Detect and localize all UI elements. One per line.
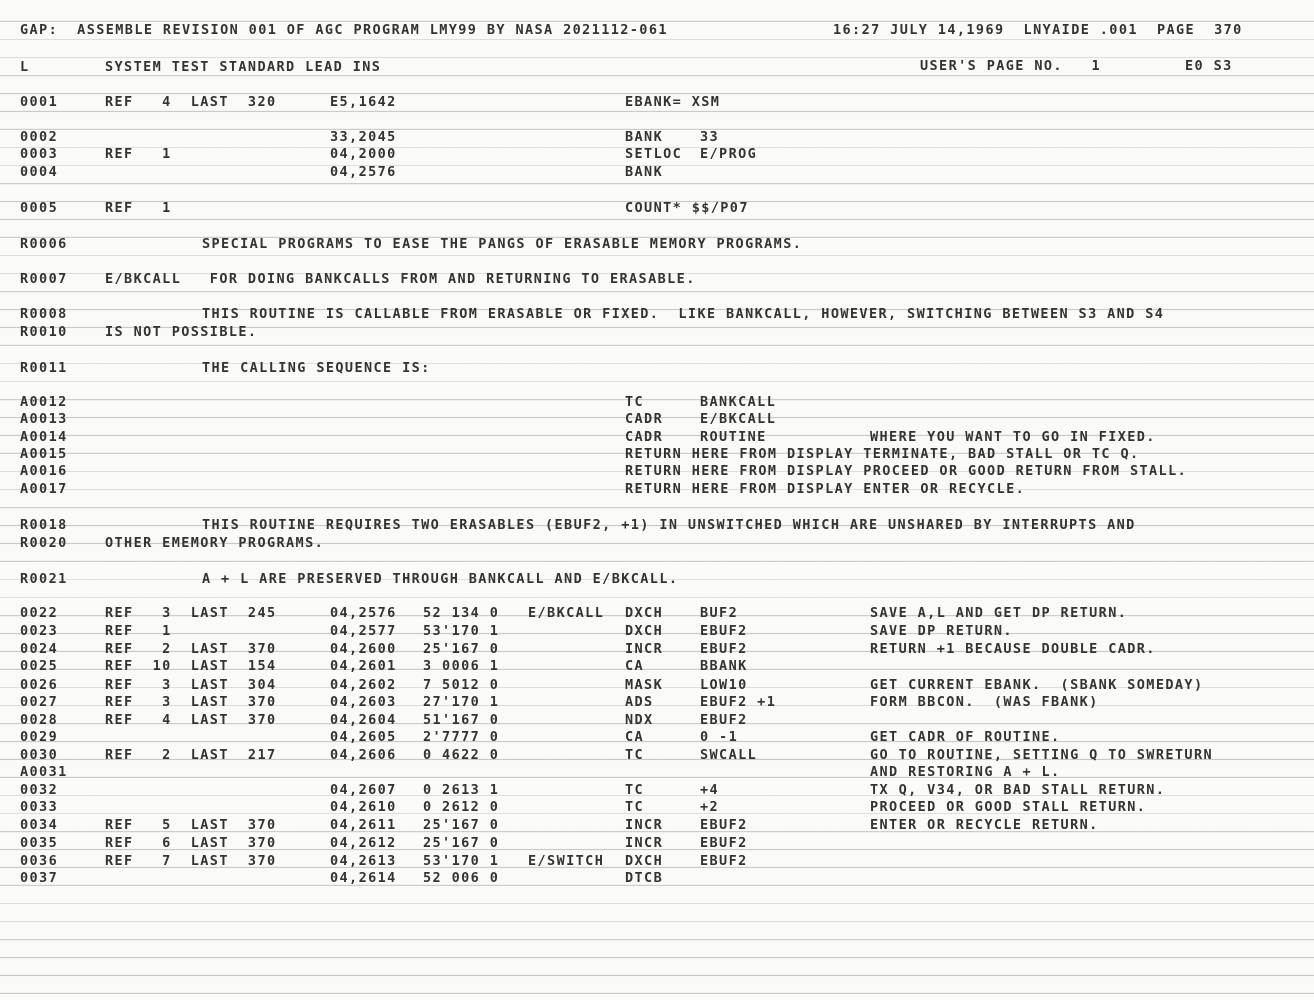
row-op: CA [625, 658, 645, 674]
row-code: 2'7777 0 [423, 729, 500, 745]
row-comment: PROCEED OR GOOD STALL RETURN. [870, 799, 1147, 815]
users-page-number: USER'S PAGE NO. 1 [920, 58, 1102, 74]
row-operand: SWCALL [700, 747, 758, 763]
row-num: 0005 [20, 200, 59, 216]
row-text: THE CALLING SEQUENCE IS: [202, 360, 431, 376]
row-code: 53'170 1 [423, 623, 500, 639]
row-num: A0017 [20, 481, 68, 497]
row-comment: AND RESTORING A + L. [870, 764, 1061, 780]
row-num: R0007 [20, 271, 68, 287]
row-code: 0 4622 0 [423, 747, 500, 763]
row-op: DXCH [625, 623, 664, 639]
row-code: 51'167 0 [423, 712, 500, 728]
row-code: 25'167 0 [423, 835, 500, 851]
row-comment: GET CURRENT EBANK. (SBANK SOMEDAY) [870, 677, 1204, 693]
row-op: CADR [625, 411, 664, 427]
row-loc: 04,2600 [330, 641, 397, 657]
row-num: R0011 [20, 360, 68, 376]
row-comment: SAVE DP RETURN. [870, 623, 1013, 639]
row-op: EBANK= XSM [625, 94, 721, 110]
row-operand: 33 [700, 129, 720, 145]
row-op: INCR [625, 641, 664, 657]
row-num: 0028 [20, 712, 59, 728]
row-loc: 04,2613 [330, 853, 397, 869]
row-op: BANK [625, 129, 664, 145]
row-loc: 04,2603 [330, 694, 397, 710]
row-op: CA [625, 729, 645, 745]
row-num: 0032 [20, 782, 59, 798]
row-comment: TX Q, V34, OR BAD STALL RETURN. [870, 782, 1166, 798]
row-num: 0027 [20, 694, 59, 710]
row-operand: E/PROG [700, 146, 758, 162]
row-code: 52 134 0 [423, 605, 500, 621]
row-comment: GO TO ROUTINE, SETTING Q TO SWRETURN [870, 747, 1213, 763]
row-code: 3 0006 1 [423, 658, 500, 674]
row-code: 0 2613 1 [423, 782, 500, 798]
row-code: 0 2612 0 [423, 799, 500, 815]
row-op: TC [625, 394, 645, 410]
section-title: SYSTEM TEST STANDARD LEAD INS [105, 59, 382, 75]
row-loc: 33,2045 [330, 129, 397, 145]
row-text: SPECIAL PROGRAMS TO EASE THE PANGS OF ERASABLE MEMORY PROGRAMS. [202, 236, 803, 252]
row-op: INCR [625, 817, 664, 833]
row-text: THIS ROUTINE IS CALLABLE FROM ERASABLE OR FIXED. LIKE BANKCALL, HOWEVER, SWITCHING BETWEEN S3 AND S4 [202, 306, 1165, 322]
row-op: SETLOC [625, 146, 683, 162]
row-text2: IS NOT POSSIBLE. [105, 324, 258, 340]
row-operand: EBUF2 [700, 641, 748, 657]
row-op: CADR [625, 429, 664, 445]
row-text2: E/BKCALL FOR DOING BANKCALLS FROM AND RETURNING TO ERASABLE. [105, 271, 696, 287]
header-title: GAP: ASSEMBLE REVISION 001 OF AGC PROGRAM LMY99 BY NASA 2021112-061 [20, 22, 668, 38]
row-text: A + L ARE PRESERVED THROUGH BANKCALL AND E/BKCALL. [202, 571, 679, 587]
row-loc: 04,2610 [330, 799, 397, 815]
row-code: 7 5012 0 [423, 677, 500, 693]
row-op: DXCH [625, 605, 664, 621]
row-comment: FORM BBCON. (WAS FBANK) [870, 694, 1099, 710]
row-ref: REF 6 LAST 370 [105, 835, 277, 851]
row-num: 0004 [20, 164, 59, 180]
row-loc: 04,2607 [330, 782, 397, 798]
row-ref: REF 3 LAST 245 [105, 605, 277, 621]
row-loc: 04,2576 [330, 605, 397, 621]
row-loc: 04,2612 [330, 835, 397, 851]
row-comment: ENTER OR RECYCLE RETURN. [870, 817, 1099, 833]
row-op: RETURN HERE FROM DISPLAY PROCEED OR GOOD RETURN FROM STALL. [625, 463, 1188, 479]
row-comment: SAVE A,L AND GET DP RETURN. [870, 605, 1128, 621]
row-code: 25'167 0 [423, 817, 500, 833]
row-operand: E/BKCALL [700, 411, 777, 427]
row-num: A0012 [20, 394, 68, 410]
row-num: 0036 [20, 853, 59, 869]
row-num: 0001 [20, 94, 59, 110]
row-loc: 04,2605 [330, 729, 397, 745]
row-op: COUNT* $$/P07 [625, 200, 749, 216]
row-num: R0008 [20, 306, 68, 322]
row-loc: 04,2606 [330, 747, 397, 763]
row-num: A0016 [20, 463, 68, 479]
row-ref: REF 7 LAST 370 [105, 853, 277, 869]
header-prefix: L [20, 59, 30, 75]
row-comment: WHERE YOU WANT TO GO IN FIXED. [870, 429, 1156, 445]
row-text2: OTHER EMEMORY PROGRAMS. [105, 535, 325, 551]
row-op: TC [625, 799, 645, 815]
row-loc: 04,2614 [330, 870, 397, 886]
row-operand: EBUF2 [700, 712, 748, 728]
row-operand: BBANK [700, 658, 748, 674]
row-operand: EBUF2 [700, 835, 748, 851]
row-op: DTCB [625, 870, 664, 886]
row-operand: BANKCALL [700, 394, 777, 410]
row-op: MASK [625, 677, 664, 693]
row-operand: +4 [700, 782, 720, 798]
row-num: 0025 [20, 658, 59, 674]
row-ref: REF 3 LAST 304 [105, 677, 277, 693]
row-label: E/SWITCH [528, 853, 605, 869]
row-code: 52 006 0 [423, 870, 500, 886]
row-code: 25'167 0 [423, 641, 500, 657]
row-num: 0023 [20, 623, 59, 639]
row-num: 0029 [20, 729, 59, 745]
row-ref: REF 1 [105, 146, 172, 162]
row-operand: 0 -1 [700, 729, 739, 745]
row-loc: 04,2577 [330, 623, 397, 639]
row-ref: REF 5 LAST 370 [105, 817, 277, 833]
row-ref: REF 4 LAST 370 [105, 712, 277, 728]
row-num: A0015 [20, 446, 68, 462]
row-comment: GET CADR OF ROUTINE. [870, 729, 1061, 745]
row-num: 0026 [20, 677, 59, 693]
row-loc: 04,2611 [330, 817, 397, 833]
bank-code: E0 S3 [1185, 58, 1233, 74]
row-text: THIS ROUTINE REQUIRES TWO ERASABLES (EBUF2, +1) IN UNSWITCHED WHICH ARE UNSHARED BY INTERRUPTS AND [202, 517, 1136, 533]
row-label: E/BKCALL [528, 605, 605, 621]
row-op: INCR [625, 835, 664, 851]
row-loc: 04,2602 [330, 677, 397, 693]
row-ref: REF 2 LAST 217 [105, 747, 277, 763]
row-loc: E5,1642 [330, 94, 397, 110]
row-op: RETURN HERE FROM DISPLAY TERMINATE, BAD STALL OR TC Q. [625, 446, 1140, 462]
row-comment: RETURN +1 BECAUSE DOUBLE CADR. [870, 641, 1156, 657]
row-loc: 04,2000 [330, 146, 397, 162]
row-num: A0013 [20, 411, 68, 427]
row-num: R0020 [20, 535, 68, 551]
row-op: DXCH [625, 853, 664, 869]
row-ref: REF 1 [105, 623, 172, 639]
row-num: 0002 [20, 129, 59, 145]
row-ref: REF 4 LAST 320 [105, 94, 277, 110]
row-op: RETURN HERE FROM DISPLAY ENTER OR RECYCLE. [625, 481, 1026, 497]
row-loc: 04,2604 [330, 712, 397, 728]
row-ref: REF 1 [105, 200, 172, 216]
row-num: 0035 [20, 835, 59, 851]
row-operand: ROUTINE [700, 429, 767, 445]
row-ref: REF 10 LAST 154 [105, 658, 277, 674]
row-ref: REF 3 LAST 370 [105, 694, 277, 710]
row-operand: EBUF2 +1 [700, 694, 777, 710]
row-num: 0024 [20, 641, 59, 657]
row-code: 27'170 1 [423, 694, 500, 710]
row-ref: REF 2 LAST 370 [105, 641, 277, 657]
header-datetime-page: 16:27 JULY 14,1969 LNYAIDE .001 PAGE 370 [833, 22, 1243, 38]
row-num: 0034 [20, 817, 59, 833]
row-num: R0018 [20, 517, 68, 533]
row-operand: EBUF2 [700, 623, 748, 639]
row-op: BANK [625, 164, 664, 180]
row-num: A0031 [20, 764, 68, 780]
row-op: ADS [625, 694, 654, 710]
row-operand: BUF2 [700, 605, 739, 621]
row-num: A0014 [20, 429, 68, 445]
row-num: 0030 [20, 747, 59, 763]
row-loc: 04,2576 [330, 164, 397, 180]
row-num: R0006 [20, 236, 68, 252]
row-op: NDX [625, 712, 654, 728]
row-operand: +2 [700, 799, 720, 815]
row-num: 0033 [20, 799, 59, 815]
row-num: 0037 [20, 870, 59, 886]
row-operand: EBUF2 [700, 853, 748, 869]
row-op: TC [625, 782, 645, 798]
row-code: 53'170 1 [423, 853, 500, 869]
row-num: R0010 [20, 324, 68, 340]
row-operand: EBUF2 [700, 817, 748, 833]
row-num: R0021 [20, 571, 68, 587]
row-operand: LOW10 [700, 677, 748, 693]
row-num: 0003 [20, 146, 59, 162]
row-loc: 04,2601 [330, 658, 397, 674]
row-num: 0022 [20, 605, 59, 621]
row-op: TC [625, 747, 645, 763]
